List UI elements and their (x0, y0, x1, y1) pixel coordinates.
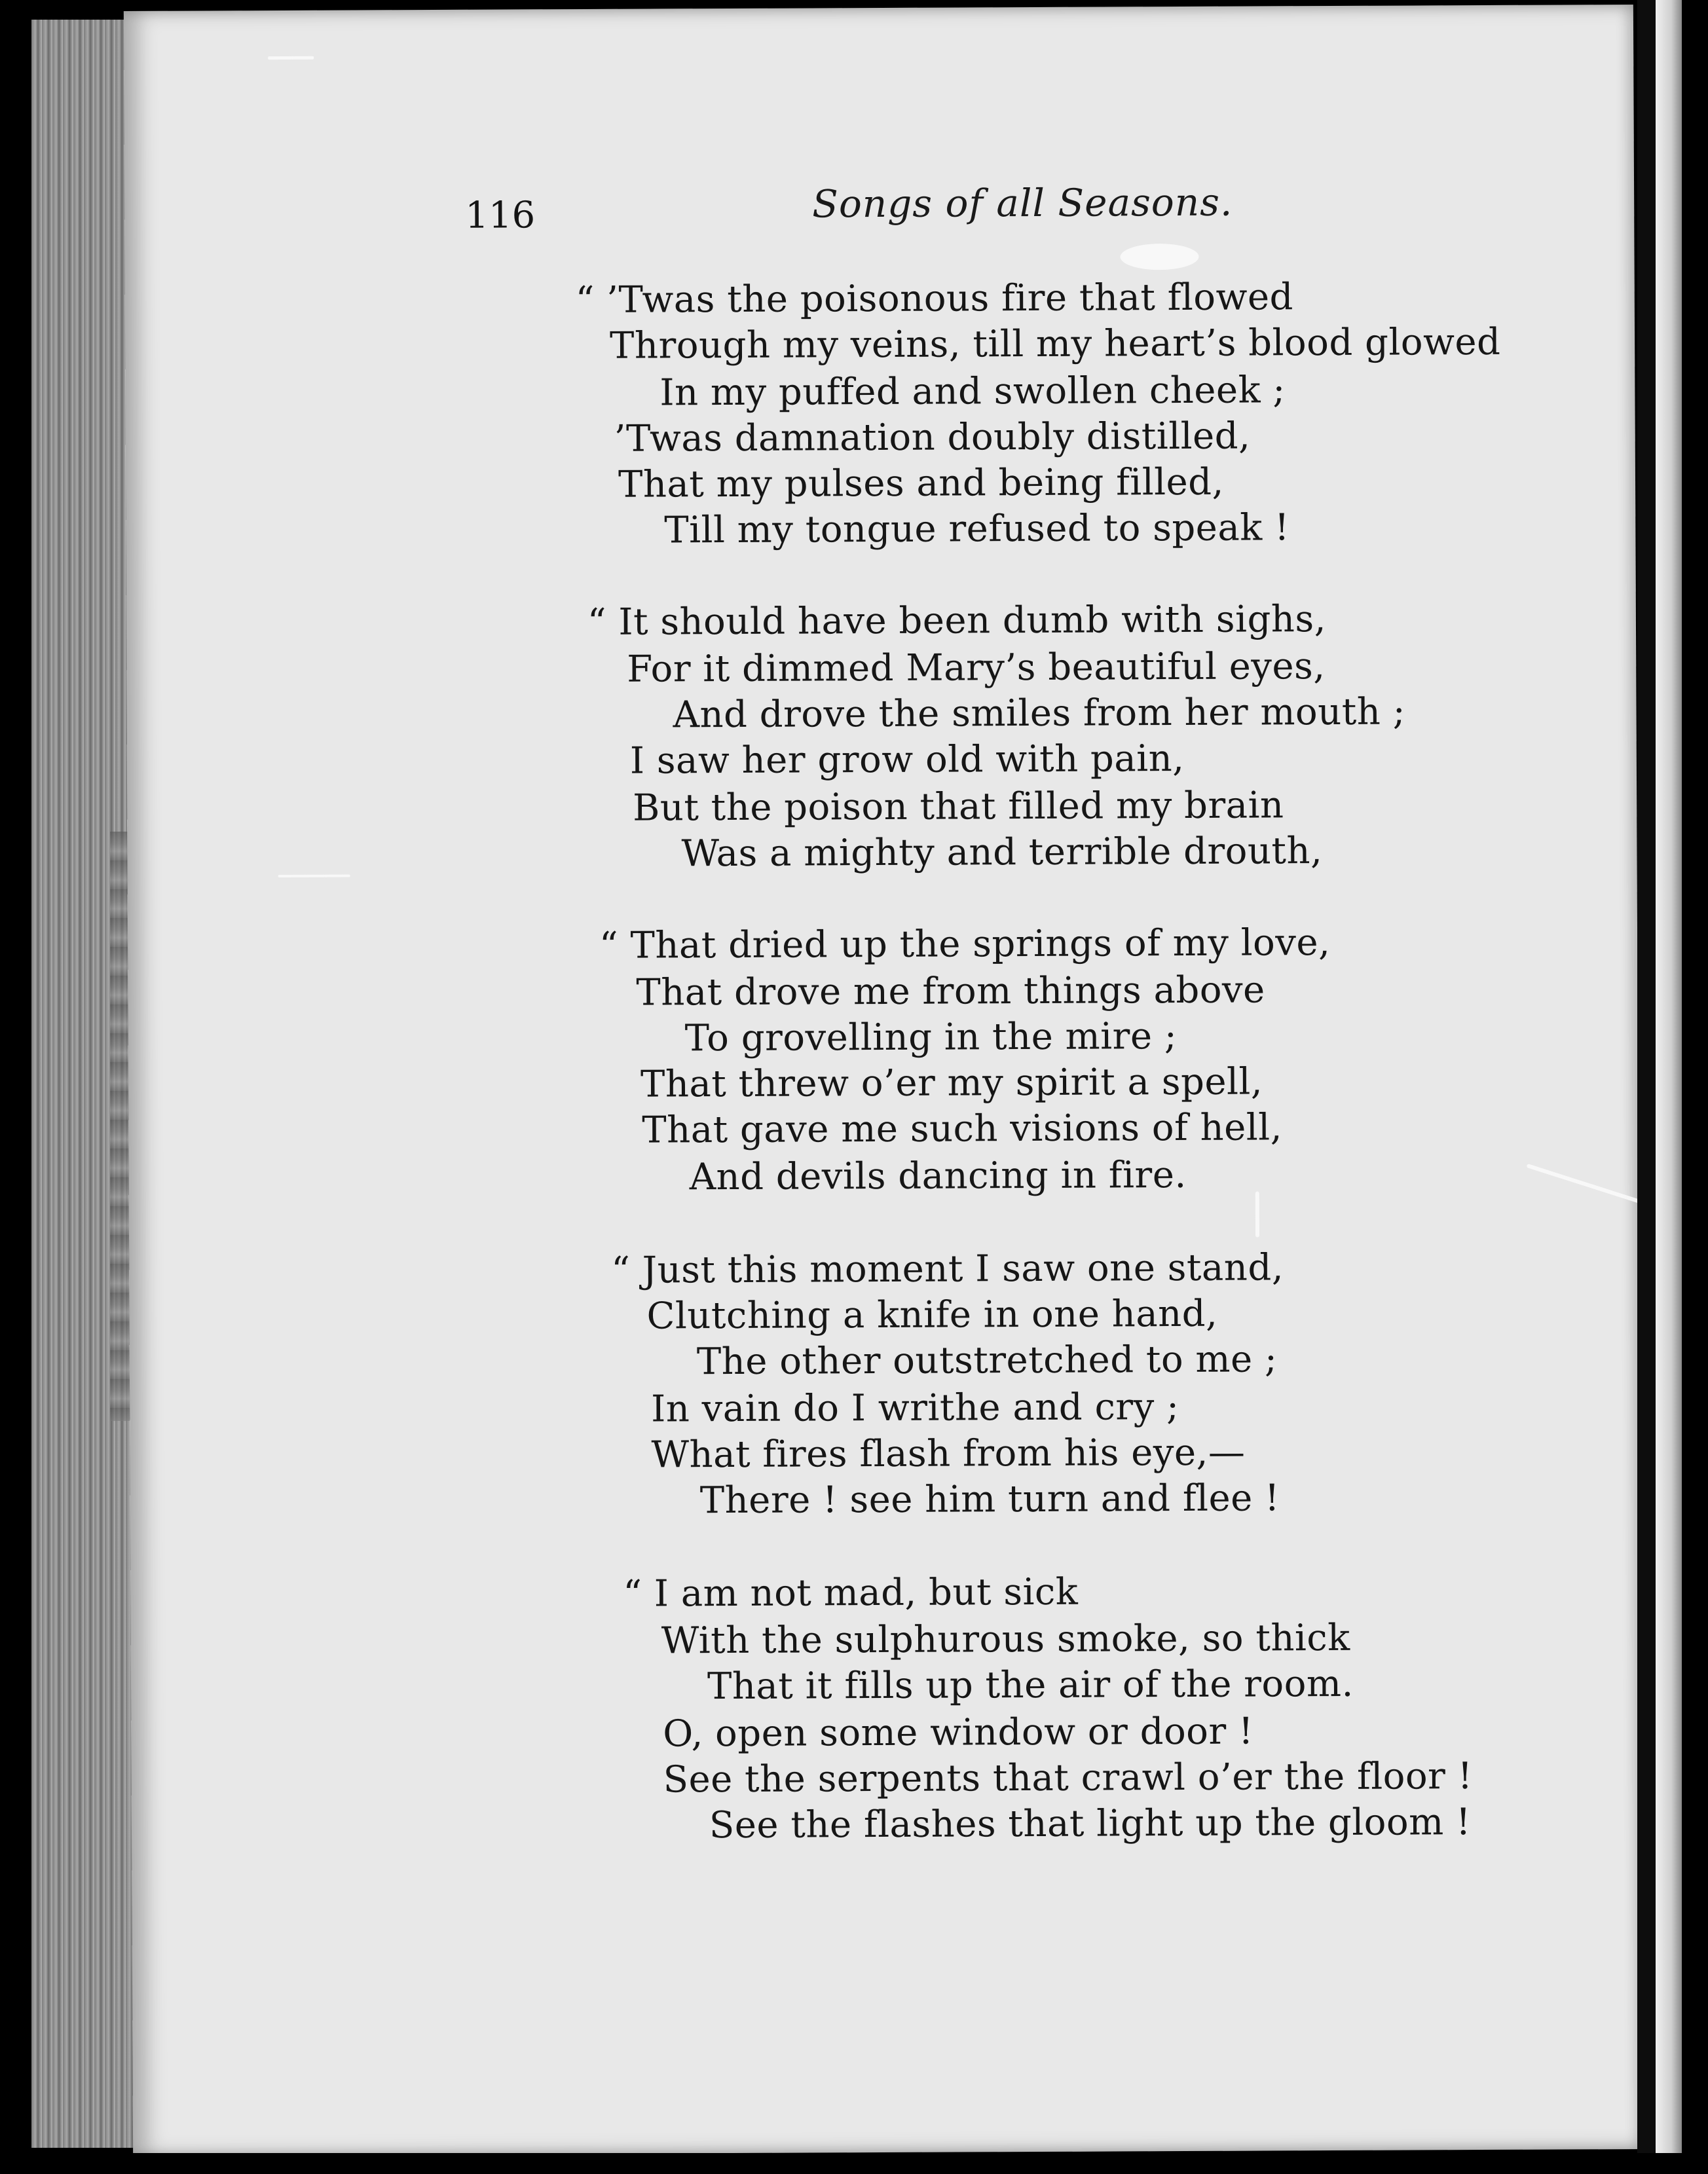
scan-speck (1255, 1191, 1259, 1237)
verse-line: “ ’Twas the poisonous fire that flowed (575, 276, 1294, 322)
verse-line: That my pulses and being filled, (618, 460, 1225, 506)
scan-speck (1120, 244, 1198, 270)
scan-speck (268, 56, 314, 60)
page-gutter-shadow (1637, 0, 1656, 2174)
verse-line: I saw her grow old with pain, (629, 737, 1185, 783)
verse-line: Till my tongue refused to speak ! (664, 506, 1290, 552)
verse-line: There ! see him turn and flee ! (699, 1477, 1280, 1522)
verse-line: ’Twas damnation doubly distilled, (614, 415, 1251, 460)
verse-line: And drove the smiles from her mouth ; (673, 690, 1406, 737)
scan-speck (278, 875, 350, 877)
verse-line: See the flashes that light up the gloom ! (709, 1801, 1472, 1847)
scan-border (0, 2153, 1708, 2174)
verse-line: That threw o’er my spirit a spell, (640, 1060, 1263, 1106)
verse-line: “ That dried up the springs of my love, (599, 921, 1331, 967)
verse-line: And devils dancing in fire. (689, 1153, 1187, 1199)
book-page (124, 5, 1643, 2156)
verse-line: With the sulphurous smoke, so thick (661, 1616, 1350, 1663)
verse-line: “ I am not mad, but sick (623, 1570, 1079, 1615)
verse-line: That it fills up the air of the room. (707, 1662, 1354, 1708)
scan-speck (1527, 1164, 1652, 1207)
next-page-edge (1656, 0, 1682, 2174)
verse-line: What fires flash from his eye,— (651, 1431, 1246, 1477)
verse-line: See the serpents that crawl o’er the floor ! (663, 1755, 1473, 1801)
verse-line: “ It should have been dumb with sighs, (587, 598, 1327, 644)
verse-line: “ Just this moment I saw one stand, (611, 1246, 1284, 1292)
verse-line: That gave me such visions of hell, (642, 1106, 1283, 1152)
running-head: Songs of all Seasons. (812, 179, 1233, 227)
verse-line: In my puffed and swollen cheek ; (659, 369, 1286, 415)
verse-line: Through my veins, till my heart’s blood glowed (609, 320, 1501, 367)
verse-line: But the poison that filled my brain (633, 784, 1284, 830)
verse-line: To grovelling in the mire ; (684, 1015, 1178, 1060)
verse-line: O, open some window or door ! (663, 1710, 1254, 1756)
verse-line: That drove me from things above (636, 968, 1265, 1014)
verse-line: Clutching a knife in one hand, (646, 1292, 1218, 1338)
verse-line: For it dimmed Mary’s beautiful eyes, (627, 645, 1326, 691)
page-number: 116 (465, 194, 536, 237)
verse-line: The other outstretched to me ; (696, 1338, 1278, 1384)
verse-line: In vain do I writhe and cry ; (651, 1386, 1179, 1431)
verse-line: Was a mighty and terrible drouth, (681, 830, 1323, 875)
